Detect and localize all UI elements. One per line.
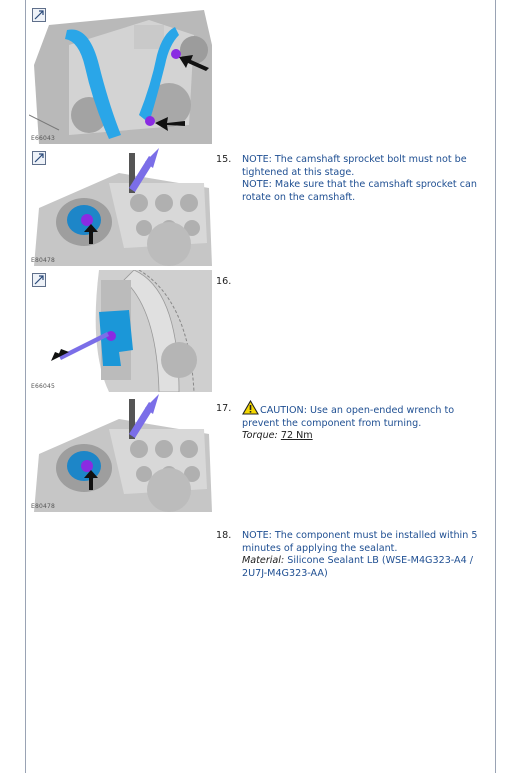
figure-timing-guides[interactable] (29, 5, 212, 144)
figure-label: E66045 (31, 383, 56, 390)
page-frame-right (495, 0, 496, 773)
step-note: NOTE: The component must be installed within 5 minutes of applying the sealant. (242, 530, 478, 554)
zoom-icon[interactable] (32, 8, 46, 22)
zoom-icon[interactable] (32, 273, 46, 287)
step-number: 18. (216, 530, 232, 541)
zoom-icon[interactable] (32, 151, 46, 165)
step-number: 15. (216, 154, 232, 165)
step-17 (216, 400, 486, 443)
material-value: Silicone Sealant LB (WSE-M4G323-A4 / 2U7J-M4G323-AA) (242, 555, 473, 579)
step-number: 17. (216, 403, 232, 414)
figure-tool-removal[interactable] (29, 270, 212, 392)
step-15 (216, 154, 486, 204)
figure-camshaft-sprocket-bolt[interactable] (29, 148, 212, 266)
figure-label: E80478 (31, 503, 56, 510)
page-frame-left (25, 0, 26, 773)
figure-label: E80478 (31, 257, 56, 264)
figure-camshaft-sprocket-torque[interactable] (29, 394, 212, 512)
step-number: 16. (216, 276, 232, 287)
torque-value[interactable]: 72 Nm (280, 430, 313, 441)
material-label: Material: (242, 555, 285, 566)
step-note: NOTE: The camshaft sprocket bolt must not be tightened at this stage. (242, 154, 467, 178)
caution-text: CAUTION: Use an open-ended wrench to prevent the component from turning. (242, 405, 455, 429)
step-18 (216, 530, 486, 580)
torque-label: Torque: (242, 430, 278, 441)
caution-icon (242, 400, 259, 415)
figure-label: E66043 (31, 135, 56, 142)
step-note: NOTE: Make sure that the camshaft sprocket can rotate on the camshaft. (242, 179, 477, 203)
